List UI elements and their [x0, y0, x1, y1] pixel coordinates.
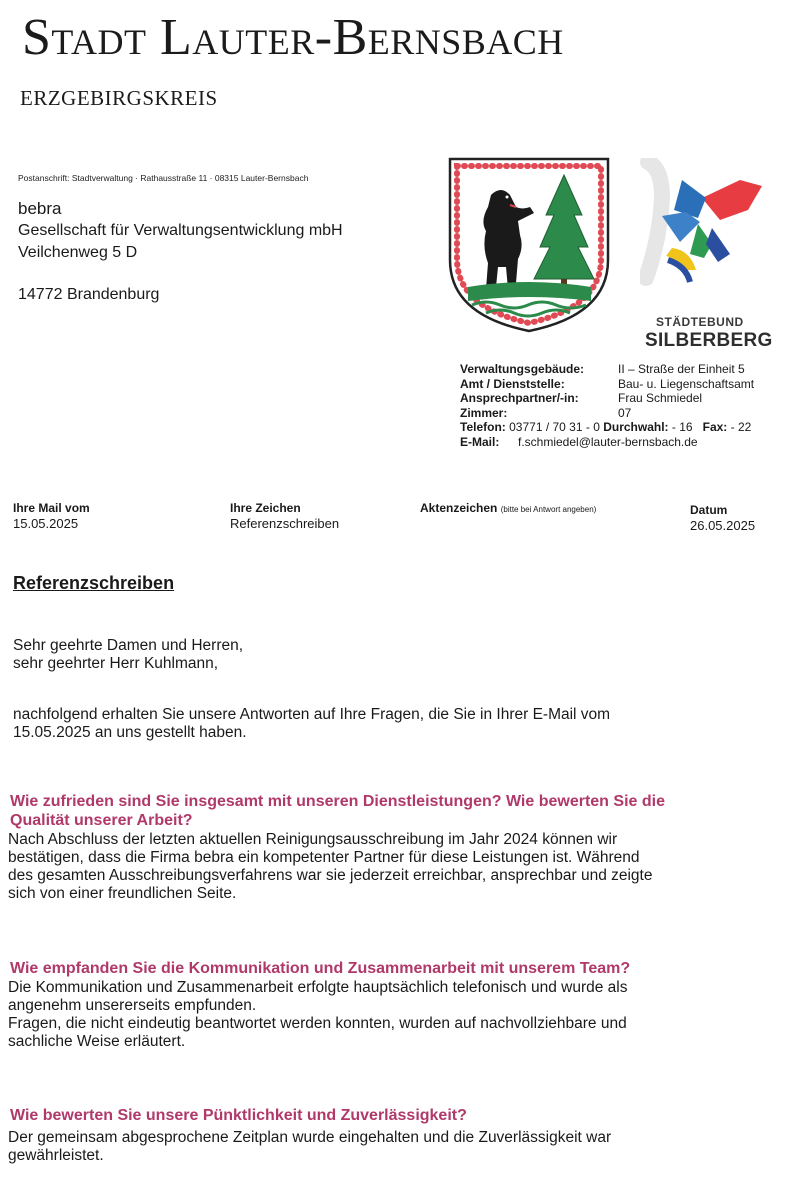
letterhead-subtitle: [20, 86, 218, 111]
answer-2: [8, 979, 803, 1051]
answer-line: Die Kommunikation und Zusammenarbeit erfolgte hauptsächlich telefonisch und wurde als: [8, 979, 628, 996]
phone-value: 03771 / 70 31 - 0: [509, 420, 600, 434]
salutation: [13, 637, 803, 673]
contact-label: Verwaltungsgebäude:: [460, 362, 585, 376]
coat-of-arms-icon: [446, 155, 612, 340]
ref-mail-value: 15.05.2025: [13, 516, 79, 531]
question-line: Qualität unserer Arbeit?: [10, 812, 193, 829]
email-label: E-Mail:: [460, 434, 500, 449]
answer-line: Nach Abschluss der letzten aktuellen Reinigungsausschreibung im Jahr 2024 können wir: [8, 831, 618, 848]
question-1: [10, 792, 800, 830]
ref-sign-value: Referenzschreiben: [230, 516, 340, 531]
fax-value: - 22: [730, 420, 752, 434]
question-line: Wie zufrieden sind Sie insgesamt mit unseren Dienstleistungen? Wie bewerten Sie die: [10, 793, 665, 810]
ref-file: [420, 500, 596, 518]
answer-line: gewährleistet.: [8, 1147, 104, 1164]
recipient-company: Gesellschaft für Verwaltungsentwicklung mbH: [18, 222, 343, 239]
salutation-line-1: Sehr geehrte Damen und Herren,: [13, 637, 244, 654]
coat-of-arms-svg: [446, 155, 612, 335]
contact-email-row: [460, 435, 754, 450]
ref-date-label: Datum: [690, 503, 728, 517]
answer-line: sachliche Weise erläutert.: [8, 1033, 186, 1050]
email-value[interactable]: f.schmiedel@lauter-bernsbach.de: [518, 434, 698, 449]
ref-mail: [13, 500, 90, 532]
logo-text-silberberg: SILBERBERG: [645, 330, 773, 351]
recipient-city: 14772 Brandenburg: [18, 286, 160, 303]
intro-line-1: nachfolgend erhalten Sie unsere Antworten auf Ihre Fragen, die Sie in Ihrer E-Mail vom: [13, 706, 611, 723]
direct-label: Durchwahl:: [603, 420, 669, 434]
answer-1: [8, 831, 803, 903]
answer-line: Der gemeinsam abgesprochene Zeitplan wurde eingehalten und die Zuverlässigkeit war: [8, 1129, 612, 1146]
question-line: Wie bewerten Sie unsere Pünktlichkeit und Zuverlässigkeit?: [10, 1107, 467, 1124]
contact-row: [460, 362, 754, 377]
staedtebund-logo-svg: [640, 158, 780, 308]
contact-label: Ansprechpartner/-in:: [460, 391, 579, 405]
answer-line: angenehm unsererseits empfunden.: [8, 997, 257, 1014]
question-3: [10, 1106, 800, 1125]
ref-file-note: (bitte bei Antwort angeben): [500, 505, 597, 514]
letterhead-title: [22, 8, 564, 67]
answer-3: [8, 1129, 803, 1165]
recipient-address: [18, 198, 343, 264]
phone-label: Telefon:: [460, 420, 506, 434]
intro-line-2: 15.05.2025 an uns gestellt haben.: [13, 724, 247, 741]
recipient-name: bebra: [18, 199, 62, 218]
logo-text-staedtebund: STÄDTEBUND: [656, 315, 744, 329]
contact-row: [460, 377, 754, 392]
contact-row: [460, 406, 754, 421]
recipient-street: Veilchenweg 5 D: [18, 244, 138, 261]
contact-value: Bau- u. Liegenschaftsamt: [618, 376, 755, 391]
answer-line: Fragen, die nicht eindeutig beantwortet werden konnten, wurden auf nachvollziehbare und: [8, 1015, 627, 1032]
contact-phone-row: [460, 420, 754, 435]
answer-line: sich von einer freundlichen Seite.: [8, 885, 237, 902]
postal-line: Postanschrift: Stadtverwaltung · Rathausstraße 11 · 08315 Lauter-Bernsbach: [18, 173, 309, 183]
intro-paragraph: [13, 706, 803, 742]
ref-sign-label: Ihre Zeichen: [230, 501, 301, 515]
ref-date-value: 26.05.2025: [690, 518, 756, 533]
letter-subject: Referenzschreiben: [13, 573, 175, 593]
subtitle-text: ERZGEBIRGSKREIS: [20, 86, 218, 110]
salutation-line-2: sehr geehrter Herr Kuhlmann,: [13, 655, 219, 672]
contact-value: Frau Schmiedel: [618, 391, 703, 405]
contact-block: [460, 362, 754, 449]
ref-file-label: Aktenzeichen: [420, 501, 498, 515]
contact-label: Amt / Dienststelle:: [460, 376, 565, 391]
fax-label: Fax:: [702, 420, 728, 434]
question-2: [10, 959, 800, 978]
contact-label: Zimmer:: [460, 405, 508, 420]
contact-value: II – Straße der Einheit 5: [618, 362, 745, 376]
ref-mail-label: Ihre Mail vom: [13, 501, 90, 515]
ref-date: [690, 502, 755, 534]
contact-value: 07: [618, 405, 632, 420]
answer-line: bestätigen, dass die Firma bebra ein kompetenter Partner für diese Leistungen ist. Während: [8, 849, 640, 866]
ref-file-label-line: [420, 500, 596, 518]
staedtebund-logo-icon: [640, 158, 780, 313]
ref-sign: [230, 500, 339, 532]
title-text: Stadt Lauter-Bernsbach: [22, 9, 564, 66]
answer-line: des gesamten Ausschreibungsverfahrens war sie jederzeit erreichbar, ansprechbar und zeigte: [8, 867, 653, 884]
direct-value: - 16: [671, 420, 693, 434]
contact-row: [460, 391, 754, 406]
question-line: Wie empfanden Sie die Kommunikation und Zusammenarbeit mit unserem Team?: [10, 960, 631, 977]
